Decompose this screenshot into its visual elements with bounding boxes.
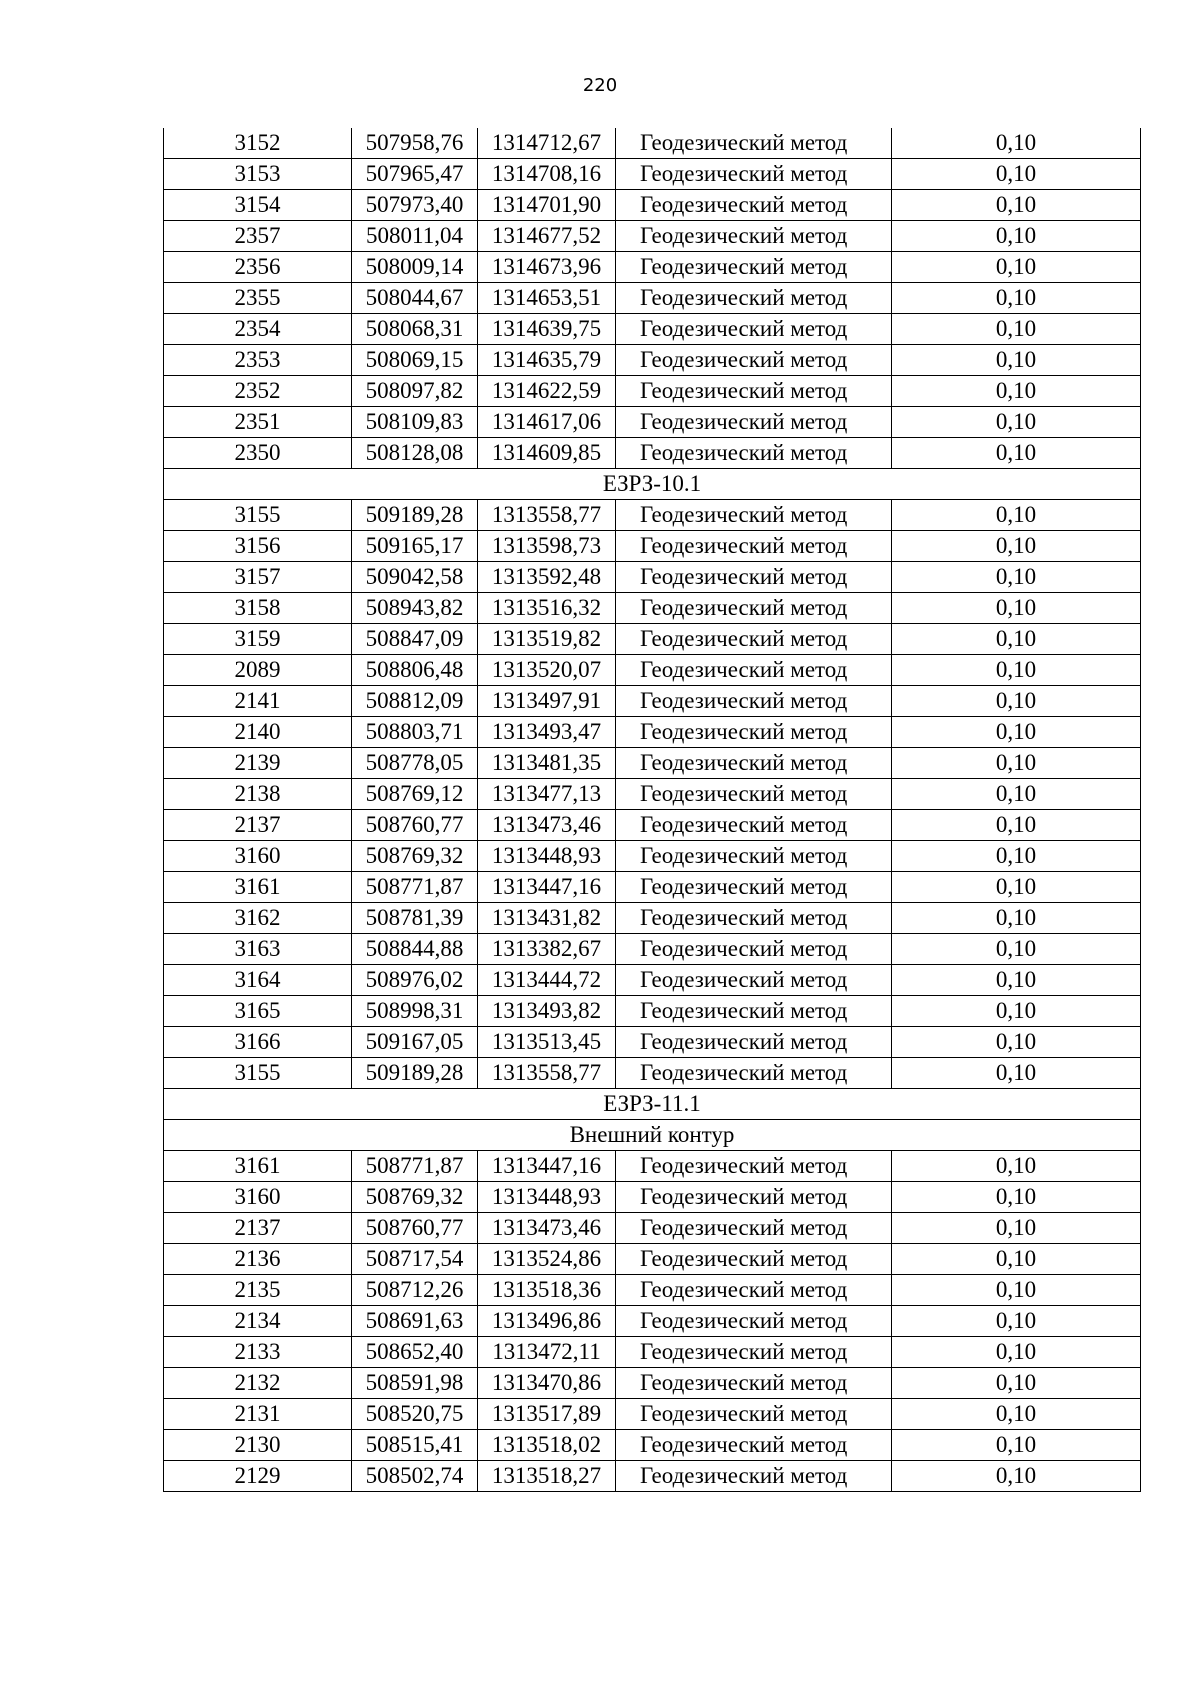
x-coordinate-cell: 508109,83	[352, 407, 478, 438]
y-coordinate-cell: 1313516,32	[478, 593, 616, 624]
accuracy-cell: 0,10	[892, 1461, 1141, 1492]
table-row	[164, 562, 1141, 593]
table-row	[164, 1244, 1141, 1275]
y-coordinate-cell: 1313496,86	[478, 1306, 616, 1337]
accuracy-cell: 0,10	[892, 841, 1141, 872]
method-cell: Геодезический метод	[616, 996, 892, 1027]
accuracy-cell: 0,10	[892, 1306, 1141, 1337]
accuracy-cell: 0,10	[892, 128, 1141, 159]
table-row	[164, 438, 1141, 469]
y-coordinate-cell: 1313518,02	[478, 1430, 616, 1461]
y-coordinate-cell: 1314677,52	[478, 221, 616, 252]
table-row	[164, 965, 1141, 996]
x-coordinate-cell: 508771,87	[352, 1151, 478, 1182]
table-row	[164, 1275, 1141, 1306]
accuracy-cell: 0,10	[892, 872, 1141, 903]
y-coordinate-cell: 1314653,51	[478, 283, 616, 314]
method-cell: Геодезический метод	[616, 686, 892, 717]
x-coordinate-cell: 508712,26	[352, 1275, 478, 1306]
y-coordinate-cell: 1313518,36	[478, 1275, 616, 1306]
point-number-cell: 3158	[164, 593, 352, 624]
y-coordinate-cell: 1313558,77	[478, 500, 616, 531]
y-coordinate-cell: 1313497,91	[478, 686, 616, 717]
point-number-cell: 3160	[164, 841, 352, 872]
point-number-cell: 3164	[164, 965, 352, 996]
method-cell: Геодезический метод	[616, 934, 892, 965]
accuracy-cell: 0,10	[892, 655, 1141, 686]
coordinates-table-body	[164, 128, 1141, 1492]
y-coordinate-cell: 1314609,85	[478, 438, 616, 469]
accuracy-cell: 0,10	[892, 903, 1141, 934]
y-coordinate-cell: 1314635,79	[478, 345, 616, 376]
point-number-cell: 2135	[164, 1275, 352, 1306]
method-cell: Геодезический метод	[616, 779, 892, 810]
method-cell: Геодезический метод	[616, 1213, 892, 1244]
point-number-cell: 2134	[164, 1306, 352, 1337]
table-row	[164, 1182, 1141, 1213]
point-number-cell: 3155	[164, 500, 352, 531]
table-row	[164, 1213, 1141, 1244]
method-cell: Геодезический метод	[616, 717, 892, 748]
point-number-cell: 3159	[164, 624, 352, 655]
accuracy-cell: 0,10	[892, 1244, 1141, 1275]
accuracy-cell: 0,10	[892, 1182, 1141, 1213]
point-number-cell: 2133	[164, 1337, 352, 1368]
y-coordinate-cell: 1314639,75	[478, 314, 616, 345]
method-cell: Геодезический метод	[616, 965, 892, 996]
y-coordinate-cell: 1313447,16	[478, 1151, 616, 1182]
table-row	[164, 934, 1141, 965]
section-header-row	[164, 1089, 1141, 1120]
table-row	[164, 717, 1141, 748]
y-coordinate-cell: 1313517,89	[478, 1399, 616, 1430]
x-coordinate-cell: 509042,58	[352, 562, 478, 593]
point-number-cell: 2130	[164, 1430, 352, 1461]
x-coordinate-cell: 508717,54	[352, 1244, 478, 1275]
accuracy-cell: 0,10	[892, 1151, 1141, 1182]
method-cell: Геодезический метод	[616, 128, 892, 159]
point-number-cell: 2129	[164, 1461, 352, 1492]
point-number-cell: 2351	[164, 407, 352, 438]
table-row	[164, 1430, 1141, 1461]
method-cell: Геодезический метод	[616, 438, 892, 469]
x-coordinate-cell: 508069,15	[352, 345, 478, 376]
accuracy-cell: 0,10	[892, 190, 1141, 221]
table-row	[164, 252, 1141, 283]
method-cell: Геодезический метод	[616, 190, 892, 221]
accuracy-cell: 0,10	[892, 593, 1141, 624]
point-number-cell: 3161	[164, 1151, 352, 1182]
accuracy-cell: 0,10	[892, 1399, 1141, 1430]
point-number-cell: 2136	[164, 1244, 352, 1275]
method-cell: Геодезический метод	[616, 407, 892, 438]
point-number-cell: 3154	[164, 190, 352, 221]
point-number-cell: 2137	[164, 1213, 352, 1244]
table-row	[164, 872, 1141, 903]
y-coordinate-cell: 1313524,86	[478, 1244, 616, 1275]
table-row	[164, 376, 1141, 407]
point-number-cell: 3163	[164, 934, 352, 965]
x-coordinate-cell: 508011,04	[352, 221, 478, 252]
method-cell: Геодезический метод	[616, 1182, 892, 1213]
point-number-cell: 2089	[164, 655, 352, 686]
method-cell: Геодезический метод	[616, 1337, 892, 1368]
table-row	[164, 624, 1141, 655]
method-cell: Геодезический метод	[616, 500, 892, 531]
point-number-cell: 3157	[164, 562, 352, 593]
method-cell: Геодезический метод	[616, 314, 892, 345]
table-row	[164, 996, 1141, 1027]
x-coordinate-cell: 508769,12	[352, 779, 478, 810]
method-cell: Геодезический метод	[616, 1027, 892, 1058]
method-cell: Геодезический метод	[616, 562, 892, 593]
y-coordinate-cell: 1313382,67	[478, 934, 616, 965]
x-coordinate-cell: 508847,09	[352, 624, 478, 655]
x-coordinate-cell: 508781,39	[352, 903, 478, 934]
table-row	[164, 1337, 1141, 1368]
x-coordinate-cell: 508044,67	[352, 283, 478, 314]
x-coordinate-cell: 509189,28	[352, 1058, 478, 1089]
point-number-cell: 3156	[164, 531, 352, 562]
table-row	[164, 903, 1141, 934]
section-header-row	[164, 469, 1141, 500]
y-coordinate-cell: 1313473,46	[478, 1213, 616, 1244]
x-coordinate-cell: 508778,05	[352, 748, 478, 779]
accuracy-cell: 0,10	[892, 1213, 1141, 1244]
method-cell: Геодезический метод	[616, 810, 892, 841]
x-coordinate-cell: 509165,17	[352, 531, 478, 562]
method-cell: Геодезический метод	[616, 345, 892, 376]
accuracy-cell: 0,10	[892, 1337, 1141, 1368]
x-coordinate-cell: 508691,63	[352, 1306, 478, 1337]
x-coordinate-cell: 508806,48	[352, 655, 478, 686]
x-coordinate-cell: 508097,82	[352, 376, 478, 407]
point-number-cell: 2131	[164, 1399, 352, 1430]
method-cell: Геодезический метод	[616, 1430, 892, 1461]
point-number-cell: 2352	[164, 376, 352, 407]
y-coordinate-cell: 1313481,35	[478, 748, 616, 779]
table-row	[164, 500, 1141, 531]
y-coordinate-cell: 1313477,13	[478, 779, 616, 810]
accuracy-cell: 0,10	[892, 283, 1141, 314]
point-number-cell: 2132	[164, 1368, 352, 1399]
point-number-cell: 2355	[164, 283, 352, 314]
x-coordinate-cell: 508502,74	[352, 1461, 478, 1492]
point-number-cell: 2350	[164, 438, 352, 469]
table-row	[164, 841, 1141, 872]
method-cell: Геодезический метод	[616, 159, 892, 190]
method-cell: Геодезический метод	[616, 1151, 892, 1182]
y-coordinate-cell: 1314701,90	[478, 190, 616, 221]
x-coordinate-cell: 508943,82	[352, 593, 478, 624]
accuracy-cell: 0,10	[892, 407, 1141, 438]
y-coordinate-cell: 1313558,77	[478, 1058, 616, 1089]
page-number: 220	[582, 75, 618, 96]
method-cell: Геодезический метод	[616, 283, 892, 314]
accuracy-cell: 0,10	[892, 748, 1141, 779]
y-coordinate-cell: 1313448,93	[478, 1182, 616, 1213]
method-cell: Геодезический метод	[616, 624, 892, 655]
point-number-cell: 2357	[164, 221, 352, 252]
y-coordinate-cell: 1313598,73	[478, 531, 616, 562]
y-coordinate-cell: 1313519,82	[478, 624, 616, 655]
table-row	[164, 1461, 1141, 1492]
y-coordinate-cell: 1313470,86	[478, 1368, 616, 1399]
point-number-cell: 2138	[164, 779, 352, 810]
x-coordinate-cell: 508769,32	[352, 841, 478, 872]
x-coordinate-cell: 508515,41	[352, 1430, 478, 1461]
x-coordinate-cell: 508769,32	[352, 1182, 478, 1213]
point-number-cell: 3165	[164, 996, 352, 1027]
table-row	[164, 593, 1141, 624]
point-number-cell: 2356	[164, 252, 352, 283]
x-coordinate-cell: 508009,14	[352, 252, 478, 283]
accuracy-cell: 0,10	[892, 500, 1141, 531]
table-row	[164, 655, 1141, 686]
y-coordinate-cell: 1313448,93	[478, 841, 616, 872]
table-row	[164, 1368, 1141, 1399]
accuracy-cell: 0,10	[892, 1368, 1141, 1399]
y-coordinate-cell: 1313518,27	[478, 1461, 616, 1492]
y-coordinate-cell: 1313493,47	[478, 717, 616, 748]
accuracy-cell: 0,10	[892, 438, 1141, 469]
accuracy-cell: 0,10	[892, 562, 1141, 593]
method-cell: Геодезический метод	[616, 872, 892, 903]
method-cell: Геодезический метод	[616, 1058, 892, 1089]
x-coordinate-cell: 508128,08	[352, 438, 478, 469]
x-coordinate-cell: 508760,77	[352, 1213, 478, 1244]
table-row	[164, 779, 1141, 810]
table-row	[164, 1058, 1141, 1089]
point-number-cell: 3152	[164, 128, 352, 159]
y-coordinate-cell: 1314622,59	[478, 376, 616, 407]
x-coordinate-cell: 508976,02	[352, 965, 478, 996]
accuracy-cell: 0,10	[892, 1027, 1141, 1058]
accuracy-cell: 0,10	[892, 531, 1141, 562]
method-cell: Геодезический метод	[616, 748, 892, 779]
y-coordinate-cell: 1313493,82	[478, 996, 616, 1027]
y-coordinate-cell: 1314617,06	[478, 407, 616, 438]
method-cell: Геодезический метод	[616, 1306, 892, 1337]
accuracy-cell: 0,10	[892, 252, 1141, 283]
accuracy-cell: 0,10	[892, 624, 1141, 655]
x-coordinate-cell: 508771,87	[352, 872, 478, 903]
x-coordinate-cell: 508803,71	[352, 717, 478, 748]
table-row	[164, 1151, 1141, 1182]
point-number-cell: 3161	[164, 872, 352, 903]
method-cell: Геодезический метод	[616, 1368, 892, 1399]
accuracy-cell: 0,10	[892, 1275, 1141, 1306]
accuracy-cell: 0,10	[892, 376, 1141, 407]
table-row	[164, 1399, 1141, 1430]
method-cell: Геодезический метод	[616, 593, 892, 624]
point-number-cell: 2139	[164, 748, 352, 779]
y-coordinate-cell: 1313513,45	[478, 1027, 616, 1058]
section-header-row	[164, 1120, 1141, 1151]
x-coordinate-cell: 508652,40	[352, 1337, 478, 1368]
method-cell: Геодезический метод	[616, 1399, 892, 1430]
accuracy-cell: 0,10	[892, 159, 1141, 190]
table-row	[164, 1306, 1141, 1337]
x-coordinate-cell: 507958,76	[352, 128, 478, 159]
x-coordinate-cell: 508760,77	[352, 810, 478, 841]
table-row	[164, 283, 1141, 314]
point-number-cell: 3166	[164, 1027, 352, 1058]
point-number-cell: 3153	[164, 159, 352, 190]
y-coordinate-cell: 1313431,82	[478, 903, 616, 934]
x-coordinate-cell: 508998,31	[352, 996, 478, 1027]
table-row	[164, 810, 1141, 841]
y-coordinate-cell: 1313520,07	[478, 655, 616, 686]
y-coordinate-cell: 1314712,67	[478, 128, 616, 159]
accuracy-cell: 0,10	[892, 779, 1141, 810]
table-row	[164, 686, 1141, 717]
table-row	[164, 314, 1141, 345]
point-number-cell: 2353	[164, 345, 352, 376]
accuracy-cell: 0,10	[892, 1430, 1141, 1461]
method-cell: Геодезический метод	[616, 655, 892, 686]
accuracy-cell: 0,10	[892, 221, 1141, 252]
x-coordinate-cell: 509189,28	[352, 500, 478, 531]
y-coordinate-cell: 1313592,48	[478, 562, 616, 593]
method-cell: Геодезический метод	[616, 841, 892, 872]
y-coordinate-cell: 1313447,16	[478, 872, 616, 903]
y-coordinate-cell: 1313444,72	[478, 965, 616, 996]
point-number-cell: 3160	[164, 1182, 352, 1213]
y-coordinate-cell: 1313473,46	[478, 810, 616, 841]
table-row	[164, 407, 1141, 438]
method-cell: Геодезический метод	[616, 1461, 892, 1492]
x-coordinate-cell: 507973,40	[352, 190, 478, 221]
point-number-cell: 2354	[164, 314, 352, 345]
table-row	[164, 190, 1141, 221]
method-cell: Геодезический метод	[616, 221, 892, 252]
x-coordinate-cell: 508844,88	[352, 934, 478, 965]
accuracy-cell: 0,10	[892, 965, 1141, 996]
method-cell: Геодезический метод	[616, 531, 892, 562]
accuracy-cell: 0,10	[892, 345, 1141, 376]
method-cell: Геодезический метод	[616, 252, 892, 283]
accuracy-cell: 0,10	[892, 996, 1141, 1027]
accuracy-cell: 0,10	[892, 934, 1141, 965]
y-coordinate-cell: 1314673,96	[478, 252, 616, 283]
table-row	[164, 748, 1141, 779]
section-title: ЕЗРЗ-11.1	[164, 1089, 1141, 1120]
point-number-cell: 3155	[164, 1058, 352, 1089]
table-row	[164, 221, 1141, 252]
method-cell: Геодезический метод	[616, 1275, 892, 1306]
section-title: Внешний контур	[164, 1120, 1141, 1151]
x-coordinate-cell: 508812,09	[352, 686, 478, 717]
table-row	[164, 128, 1141, 159]
point-number-cell: 2137	[164, 810, 352, 841]
x-coordinate-cell: 507965,47	[352, 159, 478, 190]
method-cell: Геодезический метод	[616, 1244, 892, 1275]
accuracy-cell: 0,10	[892, 717, 1141, 748]
x-coordinate-cell: 508068,31	[352, 314, 478, 345]
table-row	[164, 345, 1141, 376]
accuracy-cell: 0,10	[892, 314, 1141, 345]
point-number-cell: 2140	[164, 717, 352, 748]
point-number-cell: 2141	[164, 686, 352, 717]
method-cell: Геодезический метод	[616, 376, 892, 407]
table-row	[164, 159, 1141, 190]
table-row	[164, 531, 1141, 562]
point-number-cell: 3162	[164, 903, 352, 934]
x-coordinate-cell: 509167,05	[352, 1027, 478, 1058]
x-coordinate-cell: 508591,98	[352, 1368, 478, 1399]
accuracy-cell: 0,10	[892, 810, 1141, 841]
y-coordinate-cell: 1314708,16	[478, 159, 616, 190]
y-coordinate-cell: 1313472,11	[478, 1337, 616, 1368]
section-title: ЕЗРЗ-10.1	[164, 469, 1141, 500]
table-row	[164, 1027, 1141, 1058]
accuracy-cell: 0,10	[892, 686, 1141, 717]
coordinates-table	[163, 128, 1141, 1492]
accuracy-cell: 0,10	[892, 1058, 1141, 1089]
method-cell: Геодезический метод	[616, 903, 892, 934]
x-coordinate-cell: 508520,75	[352, 1399, 478, 1430]
